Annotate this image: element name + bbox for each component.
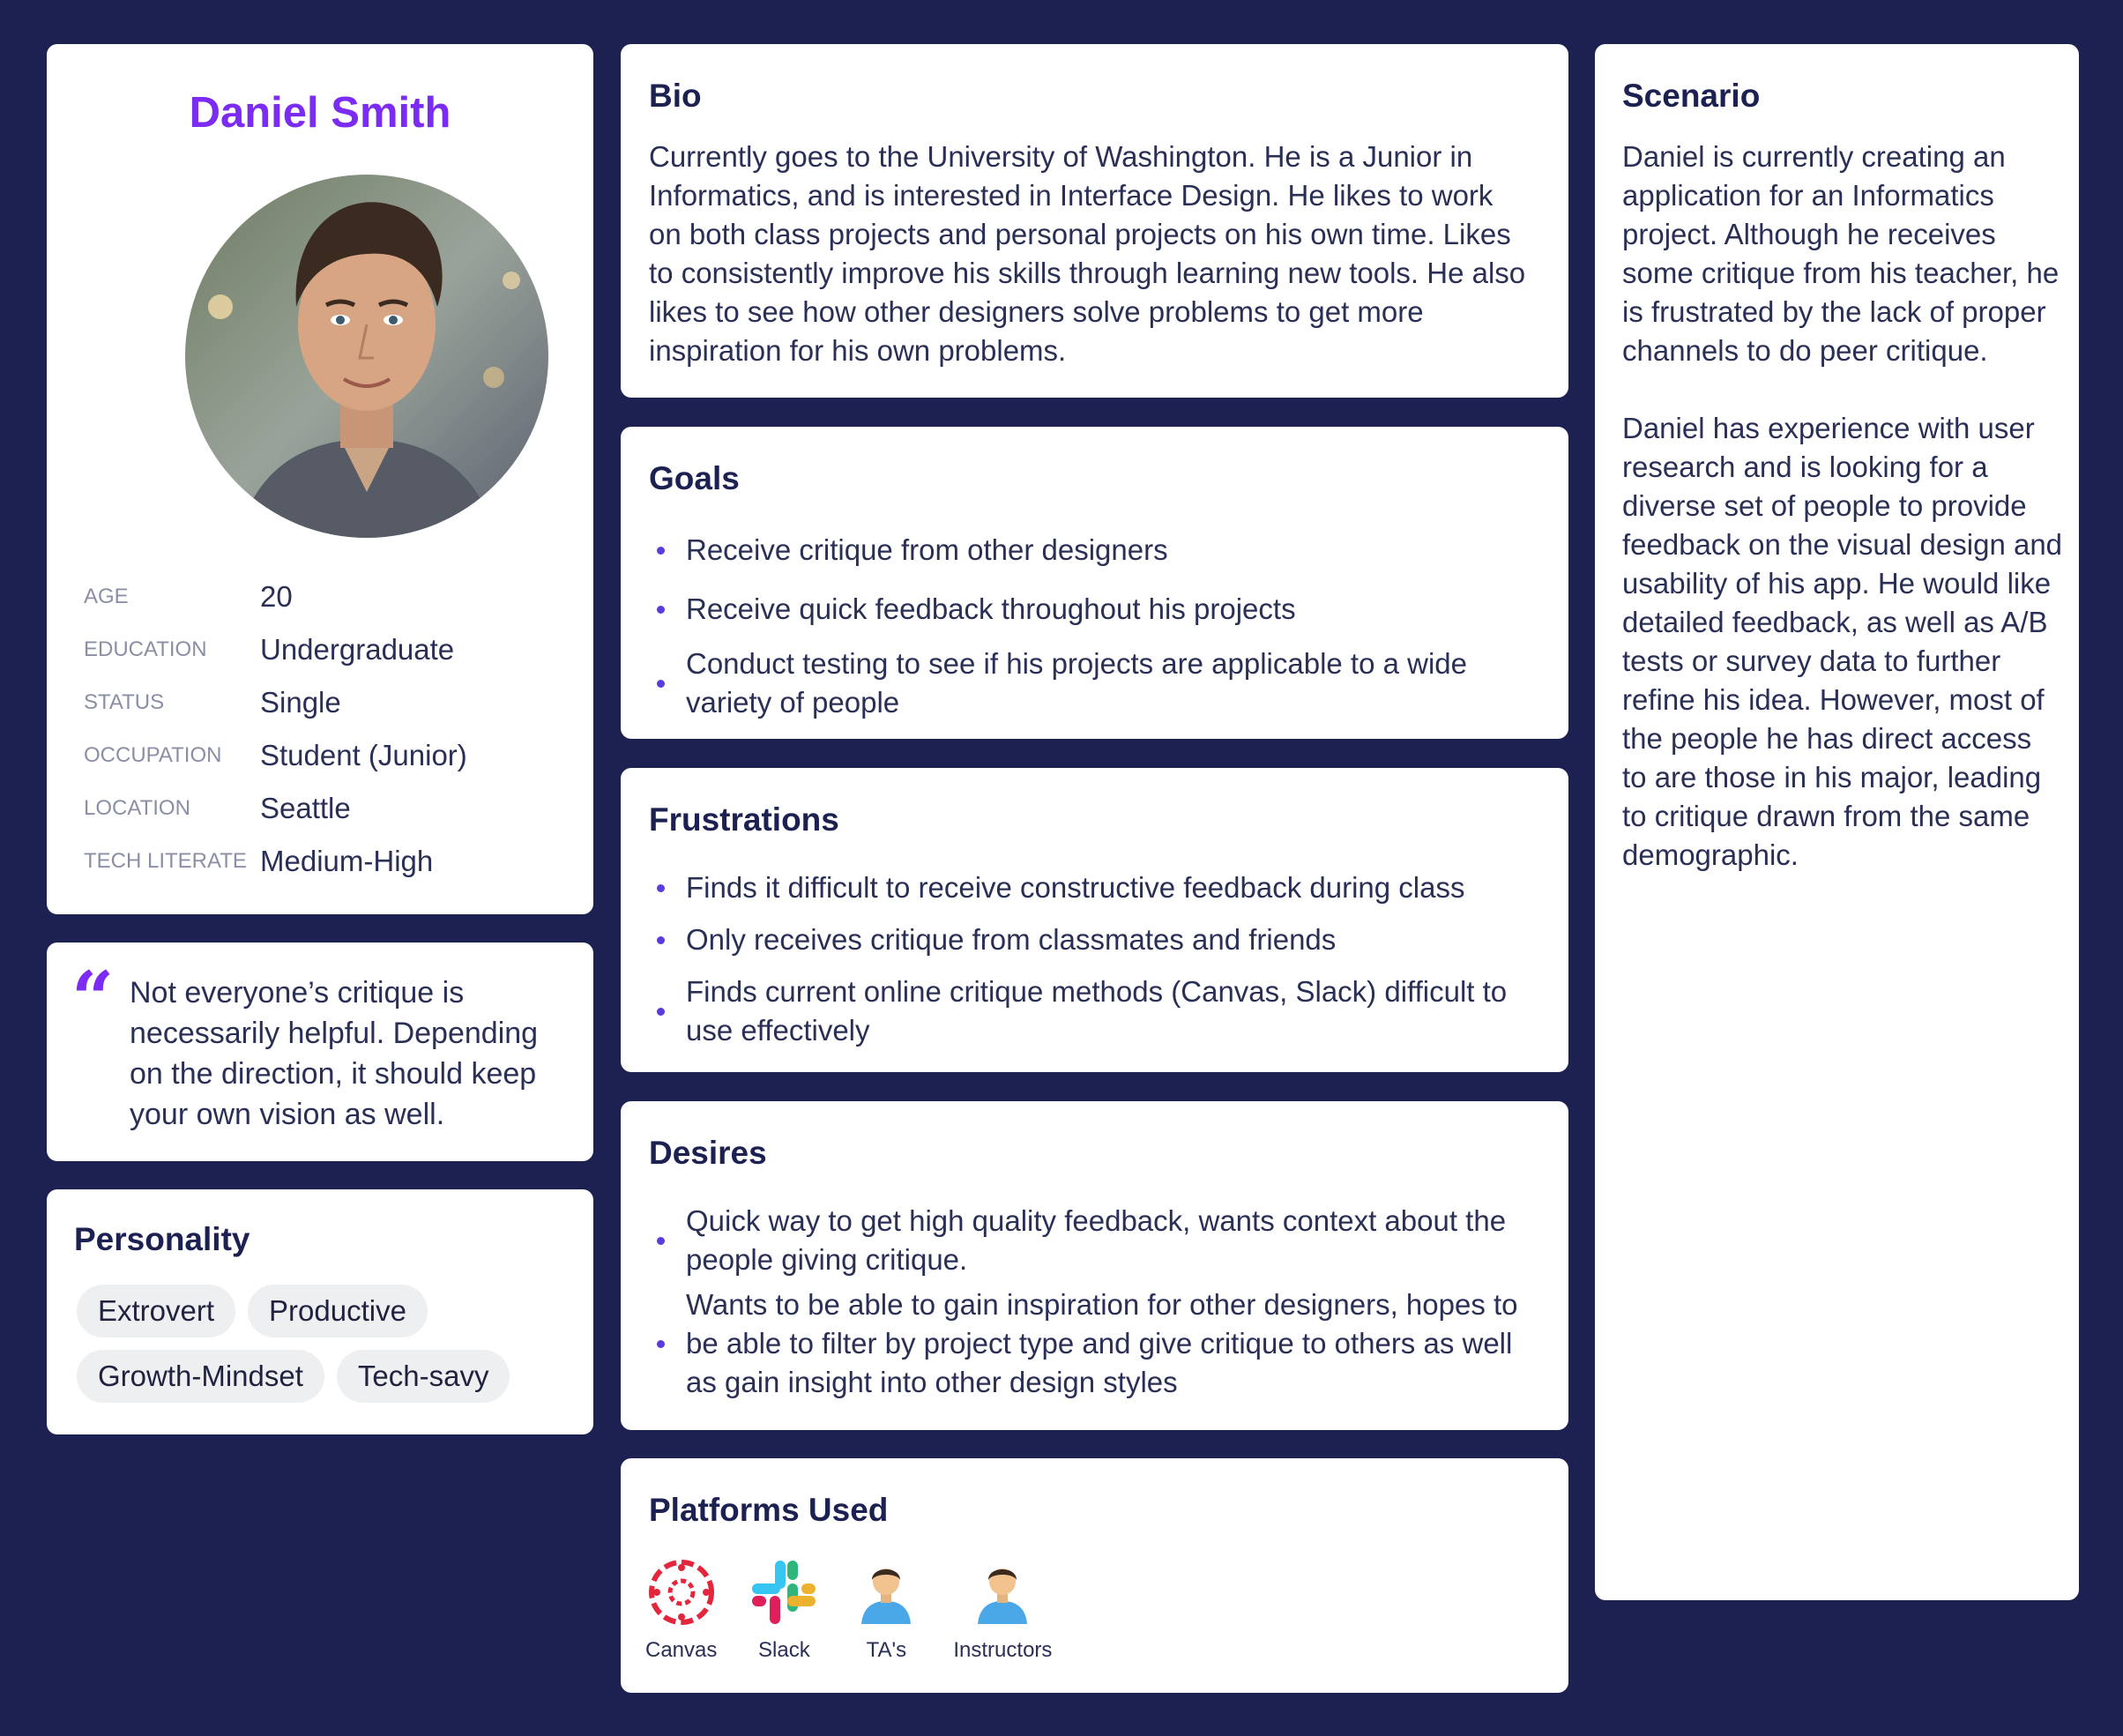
scenario-paragraph: Daniel has experience with user research and is looking for a diverse set of people to provide feedback on the visual design and usability of his app. He would like detailed feedback, as well as A/B tests or survey data to further refine his idea. However, most of the people he has direct access to are those in his major, leading to critique drawn from the same demographic.: [1622, 412, 2063, 871]
list-item: Finds it difficult to receive constructive feedback during class: [649, 861, 1544, 913]
fact-value: Single: [260, 686, 341, 719]
fact-label: AGE: [84, 585, 129, 608]
fact-status: [84, 676, 577, 729]
fact-label: OCCUPATION: [84, 743, 222, 767]
fact-value: Undergraduate: [260, 633, 455, 666]
scenario-text: [1622, 138, 2063, 913]
platform-label: Instructors: [953, 1638, 1053, 1662]
person-icon: [851, 1557, 921, 1628]
platform-instructors: [953, 1557, 1052, 1663]
fact-label: EDUCATION: [84, 637, 207, 661]
personality-tag: Tech-savy: [337, 1350, 510, 1403]
platform-canvas: [645, 1557, 717, 1663]
list-item: Only receives critique from classmates and friends: [649, 913, 1544, 965]
personality-title: Personality: [74, 1221, 250, 1257]
personality-tag: Growth-Mindset: [77, 1350, 324, 1403]
goals-card: [621, 427, 1568, 739]
scenario-title: Scenario: [1622, 78, 1761, 114]
canvas-icon: [646, 1557, 717, 1628]
slack-icon: [749, 1557, 819, 1628]
fact-label: LOCATION: [84, 796, 190, 820]
person-icon: [967, 1557, 1038, 1628]
platforms-title: Platforms Used: [649, 1492, 889, 1528]
frustrations-list: [649, 861, 1544, 1056]
desires-list: [649, 1195, 1544, 1402]
fact-value: 20: [260, 580, 293, 613]
platform-slack: [749, 1557, 819, 1663]
list-item: Receive critique from other designers: [649, 520, 1544, 579]
persona-facts: [84, 570, 577, 888]
fact-value: Student (Junior): [260, 739, 467, 771]
quote-mark-icon: “: [71, 955, 115, 1042]
scenario-paragraph: Daniel is currently creating an application for an Informatics project. Although he receives some critique from his teacher, he is frustrated by the lack of proper channels to do peer critique.: [1622, 140, 2060, 367]
goals-list: [649, 520, 1544, 728]
platform-label: TA's: [866, 1638, 907, 1662]
profile-card: [47, 44, 593, 914]
list-item: Receive quick feedback throughout his projects: [649, 579, 1544, 638]
bio-card: [621, 44, 1568, 398]
fact-occupation: [84, 729, 577, 782]
frustrations-title: Frustrations: [649, 801, 839, 838]
platform-tas: [851, 1557, 921, 1663]
bio-text: Currently goes to the University of Washington. He is a Junior in Informatics, and is interested in Interface Design. He likes to work on both class projects and personal projects on his own time. Likes to consistently improve his skills through learning new tools. He also likes to see how other designers solve problems to get more inspiration for his own problems.: [649, 140, 1526, 367]
fact-label: TECH LITERATE: [84, 849, 247, 873]
platforms-card: [621, 1458, 1568, 1693]
fact-education: [84, 623, 577, 676]
list-item: Quick way to get high quality feedback, wants context about the people giving critique.: [649, 1195, 1544, 1285]
fact-age: [84, 570, 577, 623]
platform-label: Canvas: [645, 1638, 718, 1662]
list-item: Finds current online critique methods (Canvas, Slack) difficult to use effectively: [649, 965, 1544, 1056]
platforms-list: [645, 1557, 1084, 1663]
list-item: Conduct testing to see if his projects are applicable to a wide variety of people: [649, 638, 1544, 728]
scenario-card: [1595, 44, 2079, 1600]
fact-tech-literate: [84, 835, 577, 888]
personality-card: [47, 1189, 593, 1434]
goals-title: Goals: [649, 460, 740, 496]
avatar: [185, 175, 548, 538]
personality-tags: [77, 1285, 570, 1403]
desires-card: [621, 1101, 1568, 1430]
fact-label: STATUS: [84, 690, 165, 714]
quote-text: Not everyone’s critique is necessarily helpful. Depending on the direction, it should keep your own vision as well.: [130, 976, 539, 1131]
fact-value: Seattle: [260, 792, 351, 824]
desires-title: Desires: [649, 1135, 767, 1171]
platform-label: Slack: [758, 1638, 810, 1662]
personality-tag: Productive: [248, 1285, 428, 1337]
persona-name: Daniel Smith: [189, 89, 451, 137]
bio-title: Bio: [649, 78, 702, 114]
list-item: Wants to be able to gain inspiration for other designers, hopes to be able to filter by project type and give critique to others as well as gain insight into other design styles: [649, 1285, 1544, 1402]
quote-card: [47, 943, 593, 1161]
personality-tag: Extrovert: [77, 1285, 235, 1337]
fact-location: [84, 782, 577, 835]
fact-value: Medium-High: [260, 845, 434, 877]
frustrations-card: [621, 768, 1568, 1072]
